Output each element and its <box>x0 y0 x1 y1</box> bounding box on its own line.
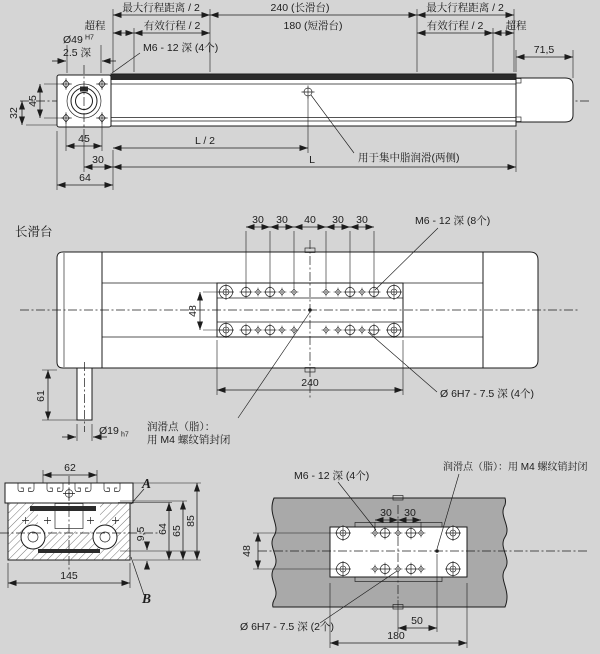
section-label-a: A <box>142 476 152 491</box>
grease-note-line2: 用 M4 螺纹销封闭 <box>147 434 231 446</box>
guide-rail-bar <box>30 506 96 511</box>
dim-tolerance: h7 <box>121 431 129 439</box>
dim-label: 48 <box>241 545 253 557</box>
dim-label: 61 <box>35 390 47 402</box>
section-label-b: B <box>142 591 152 606</box>
thread-note: M6 - 12 深 (4个) <box>143 42 219 54</box>
dim-label: 30 <box>356 214 368 226</box>
dim-label: 30 <box>404 507 416 519</box>
dim-label: Ø49 <box>63 34 83 46</box>
dim-tolerance: H7 <box>85 34 94 42</box>
dim-label: 最大行程距离 / 2 <box>122 2 200 14</box>
roller-right <box>93 525 117 549</box>
dim-label: 65 <box>171 525 183 537</box>
roller-left <box>21 525 45 549</box>
thread-note: M6 - 12 深 (8个) <box>415 215 491 227</box>
dim-label: 30 <box>380 507 392 519</box>
dim-label: 71,5 <box>533 44 555 56</box>
dim-label: L / 2 <box>194 135 216 147</box>
dim-label: 48 <box>187 305 199 317</box>
dim-label: Ø19 <box>99 425 119 437</box>
dim-label: 45 <box>27 95 39 107</box>
dim-label: 超程 <box>84 20 106 32</box>
top-rail-strip <box>111 75 516 81</box>
dim-label: 30 <box>252 214 264 226</box>
dim-label: 180 <box>387 630 405 642</box>
dim-label: 62 <box>64 462 76 474</box>
dim-label: 64 <box>79 172 91 184</box>
dim-label: 85 <box>185 515 197 527</box>
dim-label: 30 <box>92 154 104 166</box>
end-cap-right <box>516 78 573 122</box>
dim-label: 30 <box>332 214 344 226</box>
slide-body <box>111 74 516 126</box>
grease-note: 用于集中脂润滑(两侧) <box>358 152 460 164</box>
dim-label: 32 <box>8 107 20 119</box>
dim-label: 64 <box>157 523 169 535</box>
dim-label: L <box>309 154 315 166</box>
dowel-note: Ø 6H7 - 7.5 深 (4个) <box>440 388 534 400</box>
dim-label: 最大行程距离 / 2 <box>426 2 504 14</box>
dim-label: 145 <box>60 570 78 582</box>
dowel-note: Ø 6H7 - 7.5 深 (2个) <box>240 621 334 633</box>
dim-label: 30 <box>276 214 288 226</box>
dim-label: 有效行程 / 2 <box>426 20 484 32</box>
dim-label: 40 <box>304 214 316 226</box>
dim-label: 50 <box>411 615 423 627</box>
dim-label: 有效行程 / 2 <box>143 20 201 32</box>
grease-note: 润滑点（脂）：用 M4 螺纹销封闭 <box>443 462 588 473</box>
dim-label: 45 <box>78 133 90 145</box>
dim-label: 240 (长滑台) <box>270 2 330 14</box>
center-grease-point <box>308 308 312 312</box>
dim-label: 240 <box>301 377 319 389</box>
thread-note: M6 - 12 深 (4个) <box>294 470 370 482</box>
dim-label: 2.5 深 <box>63 47 92 59</box>
dim-label: 9,5 <box>135 526 147 542</box>
dim-label: 超程 <box>505 20 527 32</box>
dim-label: 180 (短滑台) <box>283 20 343 32</box>
grease-note-line1: 润滑点（脂）： <box>147 421 216 433</box>
view-title: 长滑台 <box>15 225 53 239</box>
grease-point <box>435 549 439 553</box>
